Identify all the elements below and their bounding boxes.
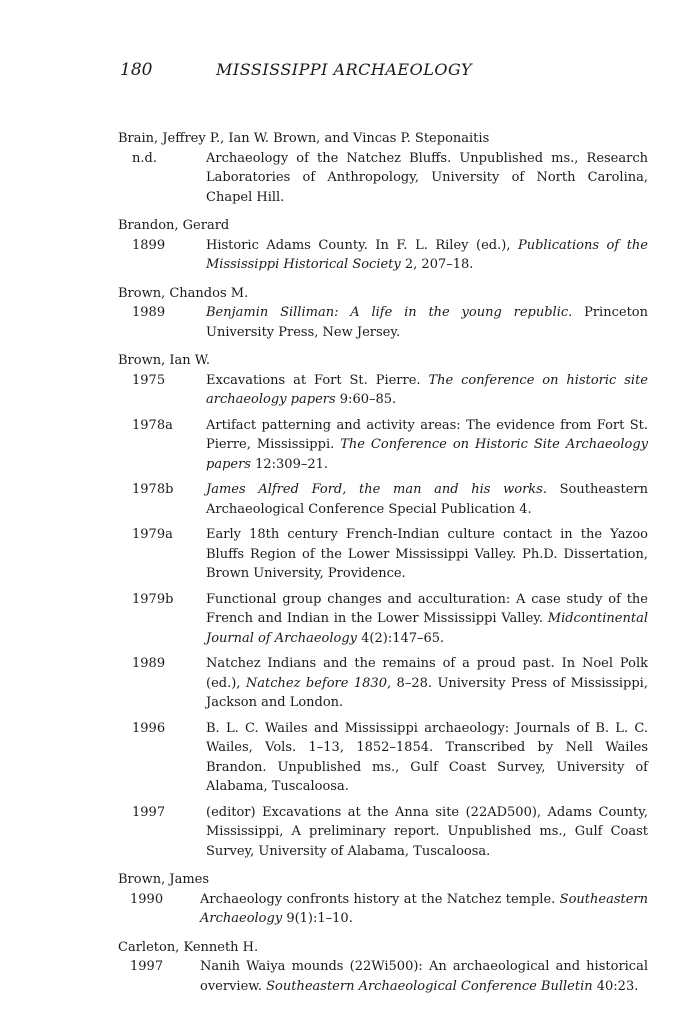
citation-item: [118, 236, 648, 275]
citation-text-plain: Excavations at Fort St. Pierre.: [206, 372, 429, 388]
bibliography-entry: [118, 870, 648, 929]
citation-text-plain: 4(2):147–65.: [357, 630, 445, 646]
bibliography-entry: [118, 216, 648, 275]
bibliography-entry: [118, 351, 648, 861]
citation-text-plain: Early 18th century French-Indian culture contact in the Yazoo Bluffs Region of the Lower Mississippi Valley. Ph.D. Dissertation, Brown University, Providence.: [206, 527, 648, 581]
citation-title-italic: Southeastern Archaeology: [200, 891, 648, 926]
citation-text: [206, 303, 648, 342]
citation-text-plain: 40:23.: [592, 978, 639, 994]
citation-text: [206, 149, 648, 208]
citation-item: [118, 719, 648, 797]
citation-item: [118, 416, 648, 475]
citation-text-plain: 12:309–21.: [250, 456, 329, 472]
citation-text-plain: B. L. C. Wailes and Mississippi archaeology: Journals of B. L. C. Wailes, Vols. 1–13, 1852–1854. Transcribed by Nell Wailes Brandon. Unpublished ms., Gulf Coast Survey, University of Alabama, Tuscaloosa.: [206, 720, 648, 794]
citation-text-plain: (editor) Excavations at the Anna site (22AD500), Adams County, Mississippi, A preliminary report. Unpublished ms., Gulf Coast Survey, University of Alabama, Tuscaloosa.: [206, 804, 648, 859]
citation-title-italic: James Alfred Ford, the man and his works.: [206, 482, 547, 497]
author-name: Brown, Ian W.: [118, 353, 210, 368]
citation-year: 1989: [132, 305, 166, 320]
citation-item: [118, 890, 648, 929]
citation-text: [206, 719, 648, 797]
author-name: Brown, James: [118, 872, 210, 887]
citation-text: [206, 416, 648, 475]
citation-text-plain: Nanih Waiya mounds (22Wi500): An archaeological and historical overview.: [200, 959, 648, 994]
citation-title-italic: The conference on historic site archaeology papers: [206, 372, 649, 407]
citation-text: [206, 236, 648, 275]
citation-title-italic: Midcontinental Journal of Archaeology: [206, 611, 648, 646]
citation-year: 1990: [130, 891, 164, 907]
citation-text: [206, 654, 648, 713]
citation-year: 1997: [132, 804, 166, 820]
citation-year: 1989: [132, 656, 166, 671]
citation-text: [200, 890, 648, 929]
citation-year: 1899: [132, 237, 166, 253]
citation-year: n.d.: [132, 150, 157, 166]
citation-item: [118, 303, 648, 342]
citation-item: [118, 803, 648, 862]
citation-title-italic: The Conference on Historic Site Archaeology papers: [206, 437, 648, 472]
citation-year: 1997: [130, 959, 164, 974]
citation-text-plain: , 8–28. University Press of Mississippi, Jackson and London.: [206, 675, 648, 710]
bibliography-entry: [118, 284, 648, 343]
citation-text-plain: Southeastern Archaeological Conference Special Publication 4.: [206, 482, 648, 517]
citation-title-italic: Publications of the Mississippi Historical Society: [206, 237, 648, 272]
citation-item: [118, 654, 648, 713]
citation-item: [118, 480, 648, 519]
bibliography-entry: [118, 129, 648, 207]
citation-item: [118, 957, 648, 996]
citation-text-plain: Princeton University Press, New Jersey.: [206, 305, 648, 340]
citation-text: [206, 803, 648, 862]
citation-title-italic: Natchez before 1830: [245, 675, 387, 691]
citation-year: 1996: [132, 720, 166, 736]
author-name: Carleton, Kenneth H.: [118, 939, 259, 955]
citation-year: 1979b: [132, 591, 174, 607]
running-title: MISSISSIPPI ARCHAEOLOGY: [215, 60, 472, 79]
citation-text: [206, 371, 648, 410]
citation-title-italic: Southeastern Archaeological Conference Bulletin: [266, 978, 593, 994]
citation-text-plain: 2, 207–18.: [400, 257, 474, 272]
citation-text-plain: Functional group changes and acculturation: A case study of the French and Indian in the Lower Mississippi Valley.: [206, 591, 648, 626]
citation-item: [118, 590, 648, 649]
citation-text-plain: 9:60–85.: [335, 392, 397, 407]
author-name: Brandon, Gerard: [118, 218, 230, 233]
page-number: 180: [120, 60, 153, 80]
citation-text: [206, 590, 648, 649]
citation-year: 1979a: [132, 527, 173, 542]
citation-text: [206, 480, 648, 519]
citation-year: 1978b: [132, 482, 174, 497]
citation-text-plain: Archaeology of the Natchez Bluffs. Unpublished ms., Research Laboratories of Anthropology, University of North Carolina, Chapel Hill.: [206, 150, 648, 205]
citation-title-italic: Benjamin Silliman: A life in the young republic.: [206, 305, 573, 320]
running-header: [0, 60, 688, 84]
citation-text-plain: Artifact patterning and activity areas: The evidence from Fort St. Pierre, Mississippi.: [206, 417, 648, 452]
author-name: Brain, Jeffrey P., Ian W. Brown, and Vincas P. Steponaitis: [118, 131, 490, 146]
citation-text: [200, 957, 648, 996]
citation-item: [118, 525, 648, 584]
citation-text: [206, 525, 648, 584]
bibliography-list: [118, 129, 648, 1005]
citation-year: 1978a: [132, 417, 173, 433]
citation-item: [118, 149, 648, 208]
citation-year: 1975: [132, 372, 166, 388]
author-name: Brown, Chandos M.: [118, 285, 249, 301]
citation-text-plain: Archaeology confronts history at the Natchez temple.: [200, 891, 560, 907]
citation-text-plain: Historic Adams County. In F. L. Riley (ed.),: [206, 237, 518, 253]
citation-item: [118, 371, 648, 410]
citation-text-plain: Natchez Indians and the remains of a proud past. In Noel Polk (ed.),: [206, 656, 648, 691]
citation-text-plain: 9(1):1–10.: [282, 911, 353, 926]
bibliography-entry: [118, 938, 648, 997]
